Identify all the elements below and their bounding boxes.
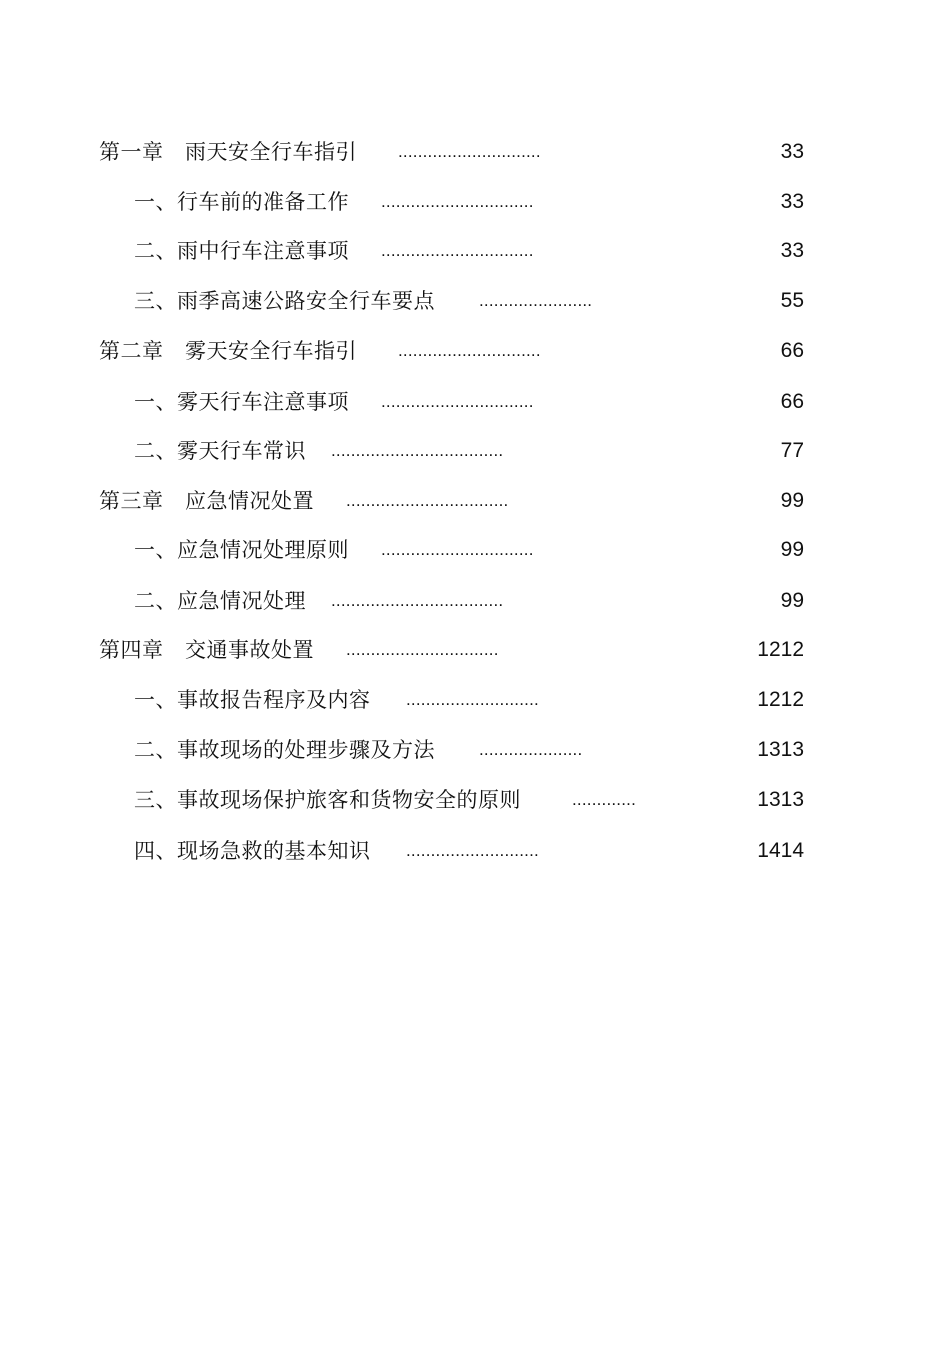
toc-entry-title: 第一章 雨天安全行车指引 — [99, 140, 357, 164]
toc-chapter-4[interactable] — [0, 632, 950, 668]
toc-entry-title: 三、事故现场保护旅客和货物安全的原则 — [134, 788, 521, 812]
toc-entry-title: 四、现场急救的基本知识 — [134, 839, 371, 863]
toc-chapter-2[interactable] — [0, 333, 950, 369]
toc-entry-title: 二、应急情况处理 — [134, 589, 306, 613]
toc-page-number: 66 — [780, 339, 804, 362]
toc-entry-title: 一、应急情况处理原则 — [134, 538, 349, 562]
toc-chapter-1[interactable] — [0, 134, 950, 170]
toc-entry-title: 一、事故报告程序及内容 — [134, 688, 371, 712]
toc-page-number: 55 — [780, 289, 804, 312]
toc-leader-dots: ........................... — [406, 690, 539, 709]
toc-chapter-3[interactable] — [0, 483, 950, 519]
toc-section-1-2[interactable] — [0, 233, 950, 269]
toc-entry-title: 二、事故现场的处理步骤及方法 — [134, 738, 435, 762]
toc-page-number: 1212 — [757, 688, 804, 711]
toc-page-number: 33 — [780, 140, 804, 163]
toc-page-number: 99 — [780, 538, 804, 561]
toc-page-number: 99 — [780, 489, 804, 512]
toc-page-number: 1212 — [757, 638, 804, 661]
toc-entry-title: 第二章 雾天安全行车指引 — [99, 339, 357, 363]
toc-leader-dots: ................................. — [346, 491, 509, 510]
toc-leader-dots: ............................. — [398, 142, 541, 161]
toc-section-2-2[interactable] — [0, 433, 950, 469]
toc-leader-dots: ............................... — [381, 540, 534, 559]
toc-entry-title: 第三章 应急情况处置 — [99, 489, 314, 513]
toc-leader-dots: ............. — [572, 790, 637, 809]
toc-page-number: 1414 — [757, 839, 804, 862]
toc-page-number: 33 — [780, 190, 804, 213]
toc-section-3-1[interactable] — [0, 532, 950, 568]
toc-page-number: 66 — [780, 390, 804, 413]
toc-leader-dots: ........................... — [406, 841, 539, 860]
toc-section-1-3[interactable] — [0, 283, 950, 319]
toc-entry-title: 一、行车前的准备工作 — [134, 190, 349, 214]
toc-entry-title: 二、雾天行车常识 — [134, 439, 306, 463]
toc-leader-dots: ................................... — [331, 591, 504, 610]
toc-page-number: 1313 — [757, 788, 804, 811]
toc-section-4-4[interactable] — [0, 833, 950, 869]
toc-leader-dots: ............................... — [381, 392, 534, 411]
toc-page-number: 1313 — [757, 738, 804, 761]
toc-leader-dots: ....................... — [479, 291, 593, 310]
toc-entry-title: 一、雾天行车注意事项 — [134, 390, 349, 414]
toc-leader-dots: ............................... — [346, 640, 499, 659]
toc-section-4-2[interactable] — [0, 732, 950, 768]
toc-leader-dots: ............................... — [381, 241, 534, 260]
toc-entry-title: 三、雨季高速公路安全行车要点 — [134, 289, 435, 313]
toc-leader-dots: ............................... — [381, 192, 534, 211]
toc-section-1-1[interactable] — [0, 184, 950, 220]
toc-page-number: 99 — [780, 589, 804, 612]
toc-page-number: 77 — [780, 439, 804, 462]
toc-leader-dots: ..................... — [479, 740, 583, 759]
toc-entry-title: 第四章 交通事故处置 — [99, 638, 314, 662]
toc-leader-dots: ................................... — [331, 441, 504, 460]
toc-section-2-1[interactable] — [0, 384, 950, 420]
toc-entry-title: 二、雨中行车注意事项 — [134, 239, 349, 263]
toc-leader-dots: ............................. — [398, 341, 541, 360]
toc-section-4-3[interactable] — [0, 782, 950, 818]
toc-section-3-2[interactable] — [0, 583, 950, 619]
toc-section-4-1[interactable] — [0, 682, 950, 718]
toc-page-number: 33 — [780, 239, 804, 262]
